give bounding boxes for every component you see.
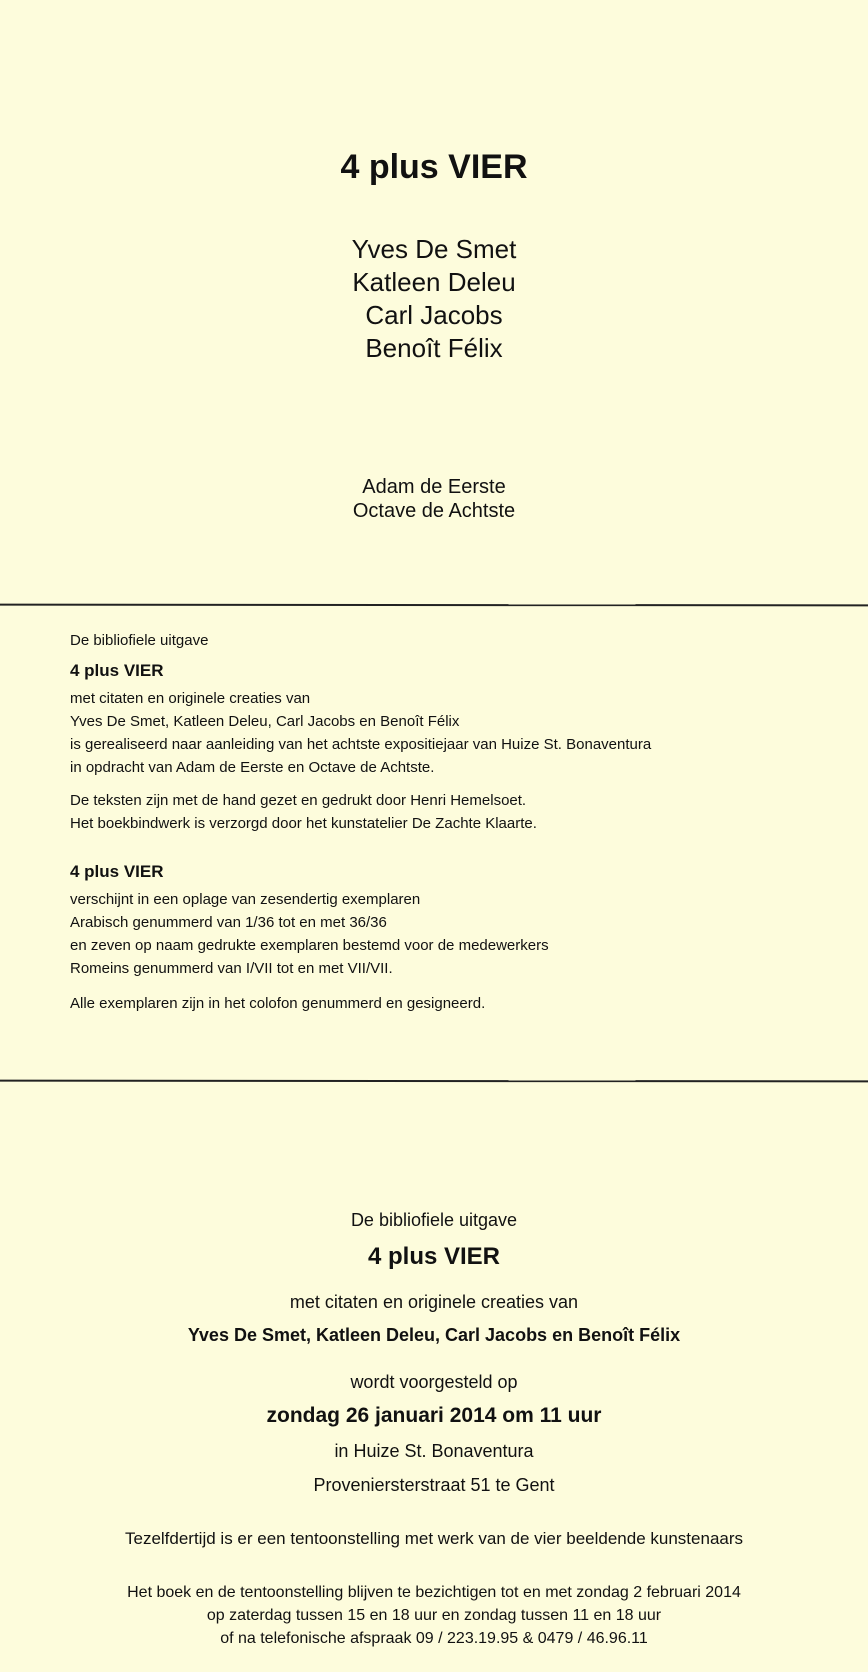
colophon-card: [0, 606, 868, 1076]
invitation-intro: De bibliofiele uitgave: [350, 1210, 518, 1230]
colophon-intro: De bibliofiele uitgave: [70, 632, 209, 649]
colophon-edition: en zeven op naam gedrukte exemplaren bestemd voor de medewerkers: [70, 937, 549, 954]
invitation-date: zondag 26 januari 2014 om 11 uur: [266, 1404, 602, 1427]
colophon-edition: Arabisch genummerd van 1/36 tot en met 36/36: [70, 914, 387, 931]
invitation-authors: Yves De Smet, Katleen Deleu, Carl Jacobs en Benoît Félix: [187, 1325, 681, 1345]
invitation-presented: wordt voorgesteld op: [350, 1372, 518, 1392]
cover-patron: Octave de Achtste: [352, 500, 516, 522]
cover-title: 4 plus VIER: [340, 148, 528, 186]
colophon-production: Het boekbindwerk is verzorgd door het kunstatelier De Zachte Klaarte.: [70, 815, 537, 832]
invitation-exhibition: Tezelfdertijd is er een tentoonstelling met werk van de vier beeldende kunstenaars: [124, 1529, 744, 1548]
invitation-with: met citaten en originele creaties van: [289, 1292, 579, 1312]
cover-author: Yves De Smet: [351, 234, 517, 264]
cover-patron: Adam de Eerste: [362, 476, 506, 498]
invitation-viewing: op zaterdag tussen 15 en 18 uur en zondag tussen 11 en 18 uur: [206, 1607, 662, 1624]
cover-author: Katleen Deleu: [352, 267, 516, 297]
invitation-card: [0, 1082, 868, 1672]
colophon-line: is gerealiseerd naar aanleiding van het achtste expositiejaar van Huize St. Bonaventura: [70, 736, 652, 753]
invitation-title: 4 plus VIER: [367, 1243, 501, 1270]
cover-card: [0, 0, 868, 600]
colophon-closing: Alle exemplaren zijn in het colofon genummerd en gesigneerd.: [70, 995, 486, 1012]
invitation-venue: in Huize St. Bonaventura: [334, 1441, 534, 1461]
colophon-edition: verschijnt in een oplage van zesendertig exemplaren: [70, 891, 421, 908]
cover-author: Carl Jacobs: [365, 300, 503, 330]
colophon-production: De teksten zijn met de hand gezet en gedrukt door Henri Hemelsoet.: [70, 792, 527, 809]
invitation-viewing: of na telefonische afspraak 09 / 223.19.95 & 0479 / 46.96.11: [220, 1630, 648, 1647]
invitation-viewing: Het boek en de tentoonstelling blijven te bezichtigen tot en met zondag 2 februari 2014: [127, 1584, 741, 1601]
colophon-title: 4 plus VIER: [70, 661, 164, 680]
colophon-line: in opdracht van Adam de Eerste en Octave de Achtste.: [70, 759, 435, 776]
colophon-line: Yves De Smet, Katleen Deleu, Carl Jacobs en Benoît Félix: [70, 713, 460, 730]
cover-author: Benoît Félix: [365, 333, 503, 363]
colophon-edition: Romeins genummerd van I/VII tot en met VII/VII.: [70, 960, 393, 977]
colophon-line: met citaten en originele creaties van: [70, 690, 311, 707]
colophon-title-2: 4 plus VIER: [70, 862, 164, 881]
invitation-address: Proveniersterstraat 51 te Gent: [313, 1475, 555, 1495]
